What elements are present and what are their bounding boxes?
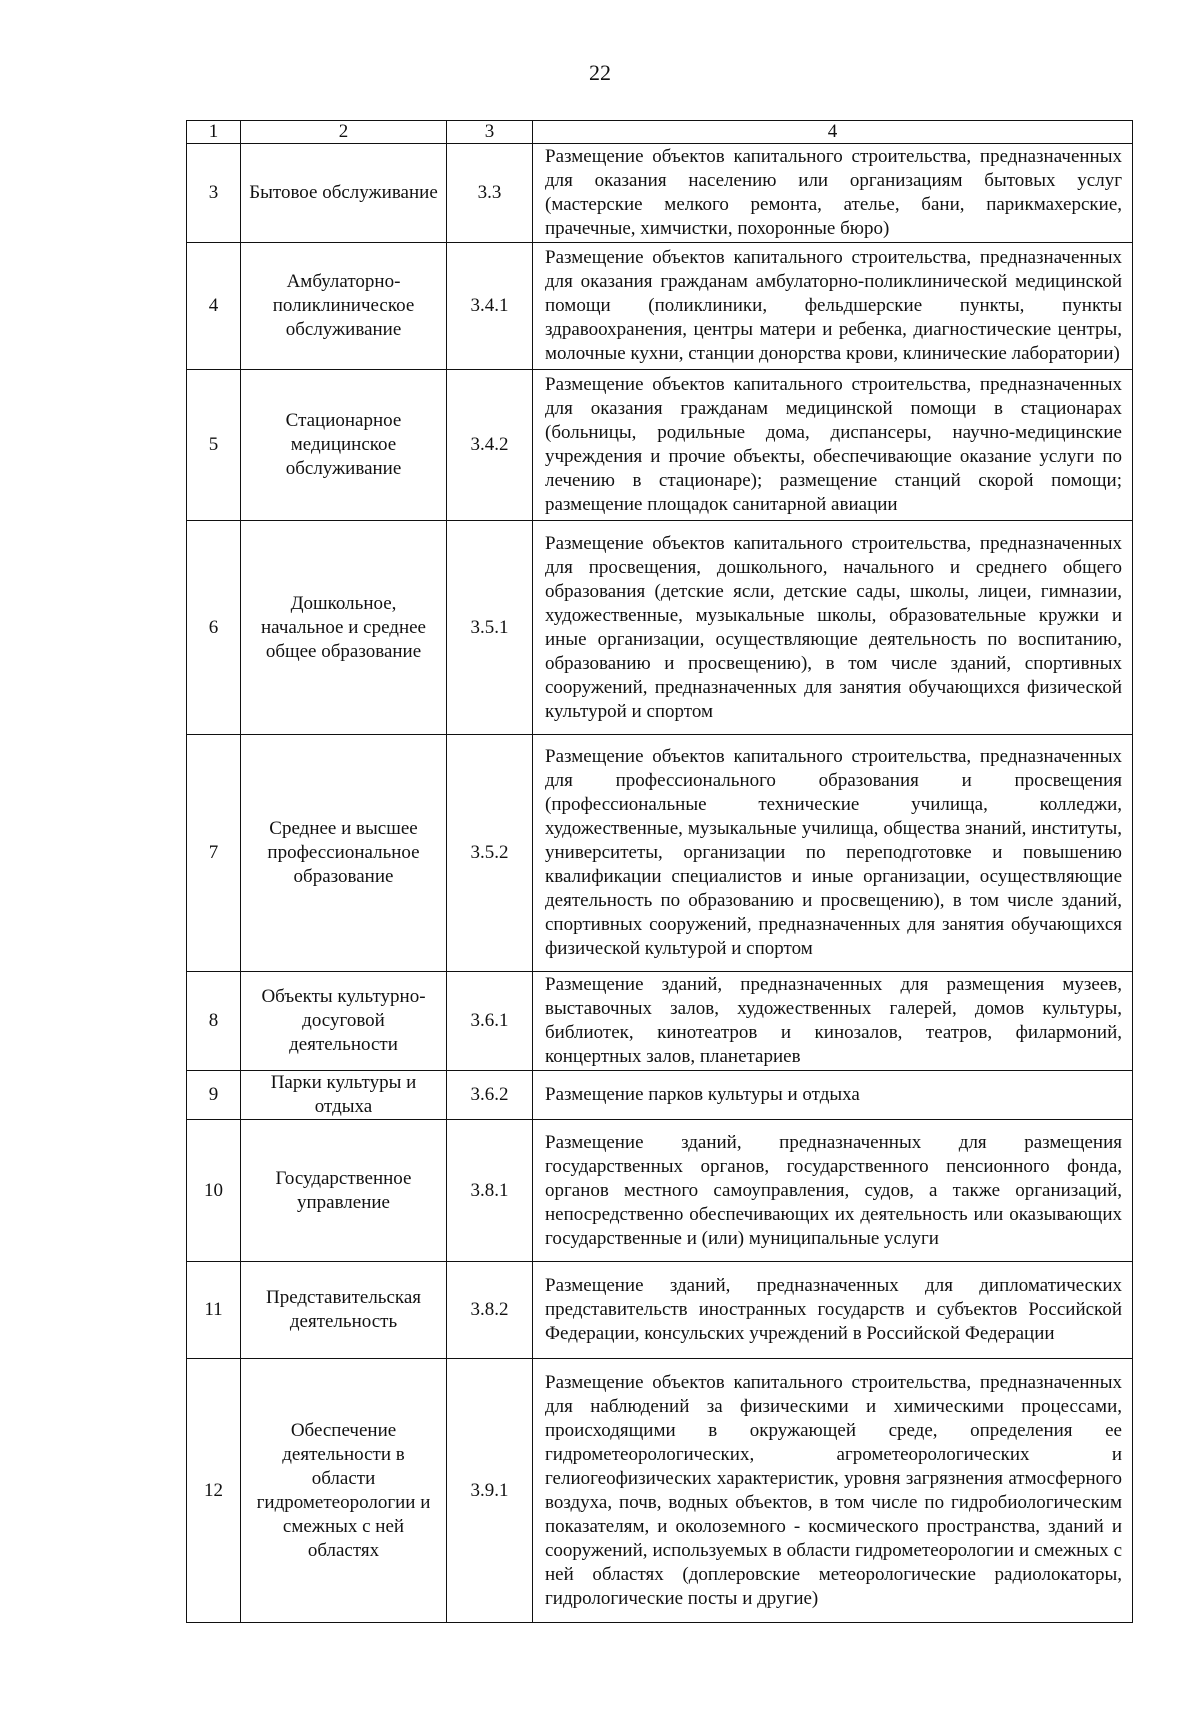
use-type-code: 3.5.1 xyxy=(447,521,533,735)
header-col-3: 3 xyxy=(447,121,533,144)
use-type-name: Представительская деятельность xyxy=(241,1262,447,1359)
use-type-description: Размещение зданий, предназначенных для дипломатических представительств иностранных государств и субъектов Российской Федерации, консульских учреждений в Российской Федерации xyxy=(533,1262,1133,1359)
use-type-description: Размещение зданий, предназначенных для размещения музеев, выставочных залов, художественных галерей, домов культуры, библиотек, кинотеатров и кинозалов, театров, филармоний, концертных залов, планетариев xyxy=(533,972,1133,1071)
use-type-description: Размещение объектов капитального строительства, предназначенных для профессионального образования и просвещения (профессиональные технические училища, колледжи, художественные, музыкальные училища, общества знаний, институты, университеты, организации по переподготовке и повышению квалификации специалистов и иные организации, осуществляющие деятельность по образованию и просвещению), в том числе зданий, спортивных сооружений, предназначенных для занятия обучающихся физической культурой и спортом xyxy=(533,735,1133,972)
row-number: 4 xyxy=(187,243,241,370)
row-number: 12 xyxy=(187,1359,241,1623)
use-type-name: Бытовое обслуживание xyxy=(241,144,447,243)
use-type-name: Парки культуры и отдыха xyxy=(241,1071,447,1120)
use-type-name: Дошкольное, начальное и среднее общее образование xyxy=(241,521,447,735)
use-type-code: 3.6.2 xyxy=(447,1071,533,1120)
use-type-code: 3.4.2 xyxy=(447,370,533,521)
use-type-code: 3.5.2 xyxy=(447,735,533,972)
header-col-2: 2 xyxy=(241,121,447,144)
use-type-name: Среднее и высшее профессиональное образование xyxy=(241,735,447,972)
use-type-name: Амбулаторно-поликлиническое обслуживание xyxy=(241,243,447,370)
table-row xyxy=(187,1071,1133,1120)
use-type-description: Размещение объектов капитального строительства, предназначенных для оказания населению или организациям бытовых услуг (мастерские мелкого ремонта, ателье, бани, парикмахерские, прачечные, химчистки, похоронные бюро) xyxy=(533,144,1133,243)
land-use-table xyxy=(186,120,1133,1623)
table-header-row xyxy=(187,121,1133,144)
use-type-code: 3.8.1 xyxy=(447,1120,533,1262)
use-type-code: 3.6.1 xyxy=(447,972,533,1071)
row-number: 8 xyxy=(187,972,241,1071)
row-number: 5 xyxy=(187,370,241,521)
row-number: 7 xyxy=(187,735,241,972)
page-number: 22 xyxy=(589,60,611,85)
row-number: 6 xyxy=(187,521,241,735)
use-type-description: Размещение парков культуры и отдыха xyxy=(533,1071,1133,1120)
row-number: 10 xyxy=(187,1120,241,1262)
use-type-code: 3.9.1 xyxy=(447,1359,533,1623)
row-number: 9 xyxy=(187,1071,241,1120)
table-row xyxy=(187,1120,1133,1262)
use-type-name: Государственное управление xyxy=(241,1120,447,1262)
row-number: 11 xyxy=(187,1262,241,1359)
use-type-code: 3.3 xyxy=(447,144,533,243)
use-type-name: Объекты культурно-досуговой деятельности xyxy=(241,972,447,1071)
table-row xyxy=(187,735,1133,972)
table-row xyxy=(187,521,1133,735)
table-row xyxy=(187,370,1133,521)
use-type-code: 3.4.1 xyxy=(447,243,533,370)
use-type-name: Обеспечение деятельности в области гидрометеорологии и смежных с ней областях xyxy=(241,1359,447,1623)
table-row xyxy=(187,1262,1133,1359)
table-row xyxy=(187,243,1133,370)
use-type-code: 3.8.2 xyxy=(447,1262,533,1359)
use-type-description: Размещение объектов капитального строительства, предназначенных для наблюдений за физическими и химическими процессами, происходящими в окружающей среде, определения ее гидрометеорологических, агрометеорологических и гелиогеофизических характеристик, уровня загрязнения атмосферного воздуха, почв, водных объектов, в том числе по гидробиологическим показателям, и околоземного - космического пространства, зданий и сооружений, используемых в области гидрометеорологии и смежных с ней областях (доплеровские метеорологические радиолокаторы, гидрологические посты и другие) xyxy=(533,1359,1133,1623)
row-number: 3 xyxy=(187,144,241,243)
table-row xyxy=(187,972,1133,1071)
header-col-1: 1 xyxy=(187,121,241,144)
header-col-4: 4 xyxy=(533,121,1133,144)
table-row xyxy=(187,144,1133,243)
use-type-description: Размещение объектов капитального строительства, предназначенных для оказания гражданам амбулаторно-поликлинической медицинской помощи (поликлиники, фельдшерские пункты, пункты здравоохранения, центры матери и ребенка, диагностические центры, молочные кухни, станции донорства крови, клинические лаборатории) xyxy=(533,243,1133,370)
use-type-description: Размещение объектов капитального строительства, предназначенных для просвещения, дошкольного, начального и среднего общего образования (детские ясли, детские сады, школы, лицеи, гимназии, художественные, музыкальные школы, образовательные кружки и иные организации, осуществляющие деятельность по воспитанию, образованию и просвещению), в том числе зданий, спортивных сооружений, предназначенных для занятия обучающихся физической культурой и спортом xyxy=(533,521,1133,735)
table-row xyxy=(187,1359,1133,1623)
use-type-description: Размещение зданий, предназначенных для размещения государственных органов, государственного пенсионного фонда, органов местного самоуправления, судов, а также организаций, непосредственно обеспечивающих их деятельность или оказывающих государственные и (или) муниципальные услуги xyxy=(533,1120,1133,1262)
use-type-name: Стационарное медицинское обслуживание xyxy=(241,370,447,521)
use-type-description: Размещение объектов капитального строительства, предназначенных для оказания гражданам медицинской помощи в стационарах (больницы, родильные дома, диспансеры, научно-медицинские учреждения и прочие объекты, обеспечивающие оказание услуги по лечению в стационаре); размещение станций скорой помощи; размещение площадок санитарной авиации xyxy=(533,370,1133,521)
